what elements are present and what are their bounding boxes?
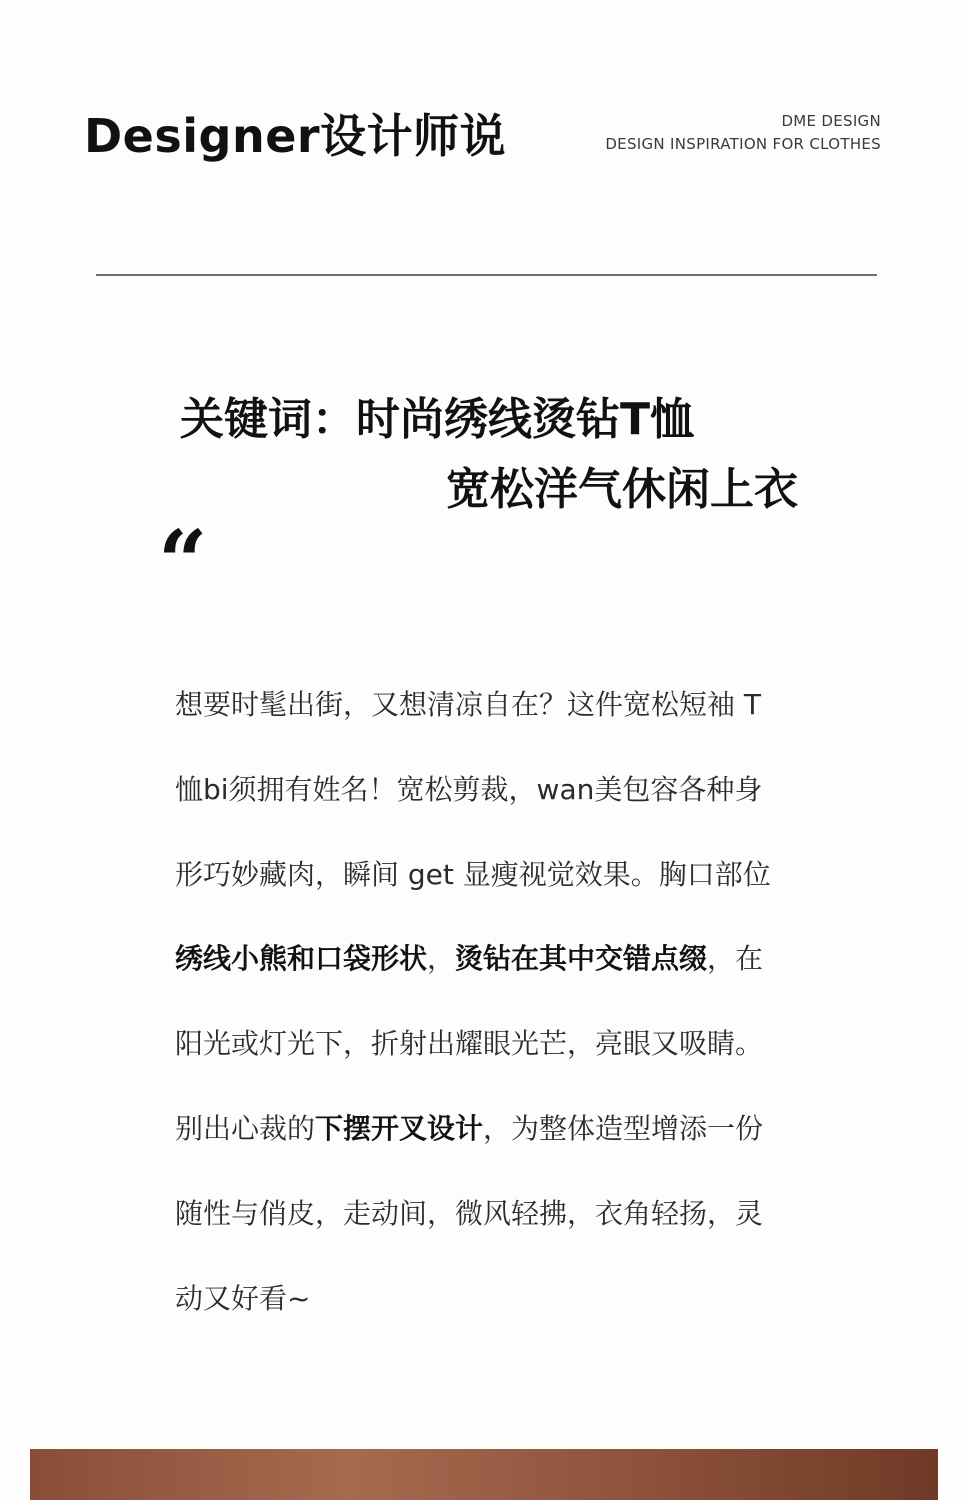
paragraph-line: 动又好看~ xyxy=(175,1281,311,1315)
paragraph-line: 想要时髦出街，又想清凉自在？这件宽松短袖 T xyxy=(175,688,762,721)
highlight-hem-slit: 下摆开叉设计 xyxy=(315,1111,484,1145)
description-paragraph xyxy=(175,663,835,1341)
line-start: 别出心裁的 xyxy=(175,1111,316,1145)
brand-name: DME DESIGN xyxy=(781,112,881,130)
line-end: ，在 xyxy=(707,942,764,976)
paragraph-line: 形巧妙藏肉，瞬间 get 显瘦视觉效果。胸口部位 xyxy=(175,857,771,891)
paragraph-line xyxy=(175,1087,835,1172)
highlight-rhinestone: 烫钻在其中交错点缀 xyxy=(455,942,708,976)
brand-tagline: DESIGN INSPIRATION FOR CLOTHES xyxy=(605,135,881,153)
keywords-line-1: 关键词：时尚绣线烫钻T恤 xyxy=(180,394,695,445)
brand-block xyxy=(605,110,881,156)
divider xyxy=(96,274,877,276)
line-end: ，为整体造型增添一份 xyxy=(483,1111,764,1145)
keywords-line-2: 宽松洋气休闲上衣 xyxy=(446,464,798,515)
paragraph-line: 随性与俏皮，走动间，微风轻拂，衣角轻扬，灵 xyxy=(175,1196,764,1230)
paragraph-line xyxy=(175,917,835,1002)
highlight-embroidery: 绣线小熊和口袋形状 xyxy=(175,942,428,976)
separator: ， xyxy=(427,942,456,976)
page-title: Designer设计师说 xyxy=(84,109,507,163)
fabric-photo-strip xyxy=(30,1449,938,1500)
paragraph-line: 阳光或灯光下，折射出耀眼光芒，亮眼又吸睛。 xyxy=(175,1027,764,1061)
paragraph-line: 恤bi须拥有姓名！宽松剪裁，wan美包容各种身 xyxy=(175,772,763,806)
quote-mark-icon: “ xyxy=(158,512,208,613)
